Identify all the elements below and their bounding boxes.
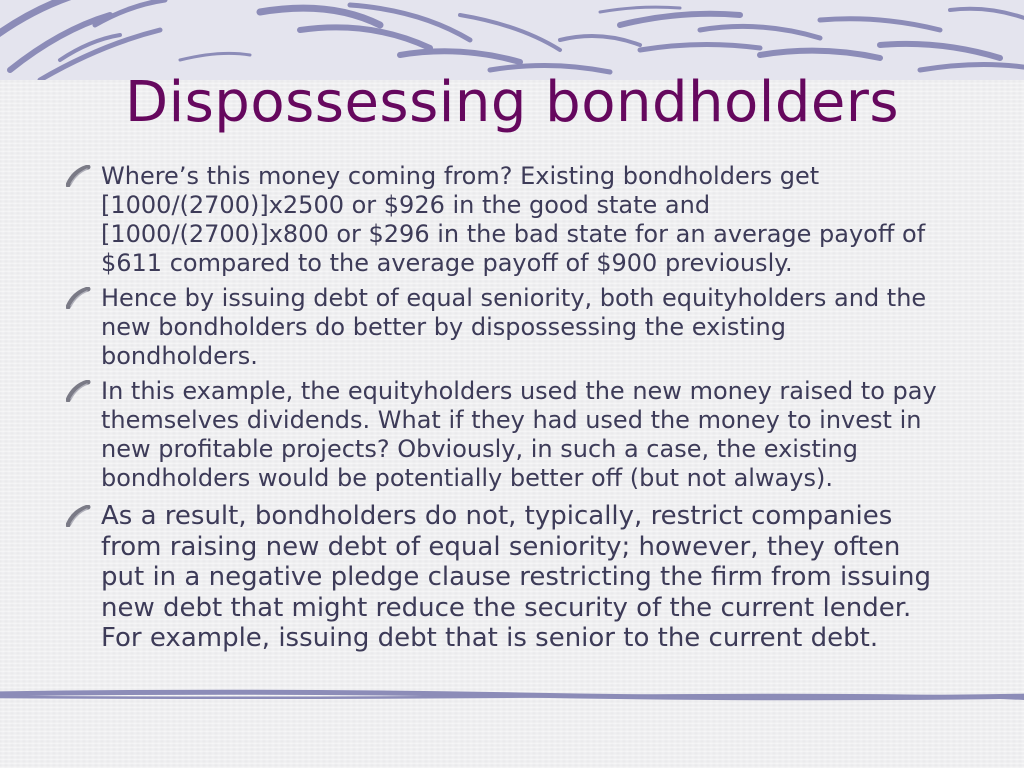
brush-stroke-bullet-icon bbox=[66, 504, 92, 526]
decorative-bottom-rule bbox=[0, 686, 1024, 706]
bullet-item bbox=[62, 377, 942, 493]
bullet-item bbox=[62, 501, 942, 654]
slide-title: Dispossessing bondholders bbox=[124, 70, 900, 135]
brush-stroke-bullet-icon bbox=[66, 165, 92, 187]
decorative-header-band bbox=[0, 0, 1024, 80]
bullet-text: In this example, the equityholders used the new money raised to pay themselves dividends. What if they had used the money to invest in new profitable projects? Obviously, in such a case, the existing bondholders would be potentially better off (but not always). bbox=[101, 377, 937, 492]
bullet-list bbox=[62, 162, 942, 660]
bullet-item bbox=[62, 284, 942, 371]
bullet-text: Where’s this money coming from? Existing bondholders get [1000/(2700)]x2500 or $926 in the good state and [1000/(2700)]x800 or $296 in the bad state for an average payoff of $611 compared to the average payoff of $900 previously. bbox=[101, 162, 926, 277]
brush-stroke-bullet-icon bbox=[66, 380, 92, 402]
bullet-text: As a result, bondholders do not, typically, restrict companies from raising new debt of equal seniority; however, they often put in a negative pledge clause restricting the firm from issuing new debt that might reduce the security of the current lender. For example, issuing debt that is senior to the current debt. bbox=[101, 501, 931, 653]
bullet-item bbox=[62, 162, 942, 278]
brush-stroke-bullet-icon bbox=[66, 287, 92, 309]
bullet-text: Hence by issuing debt of equal seniority, both equityholders and the new bondholders do better by dispossessing the existing bondholders. bbox=[101, 284, 927, 370]
